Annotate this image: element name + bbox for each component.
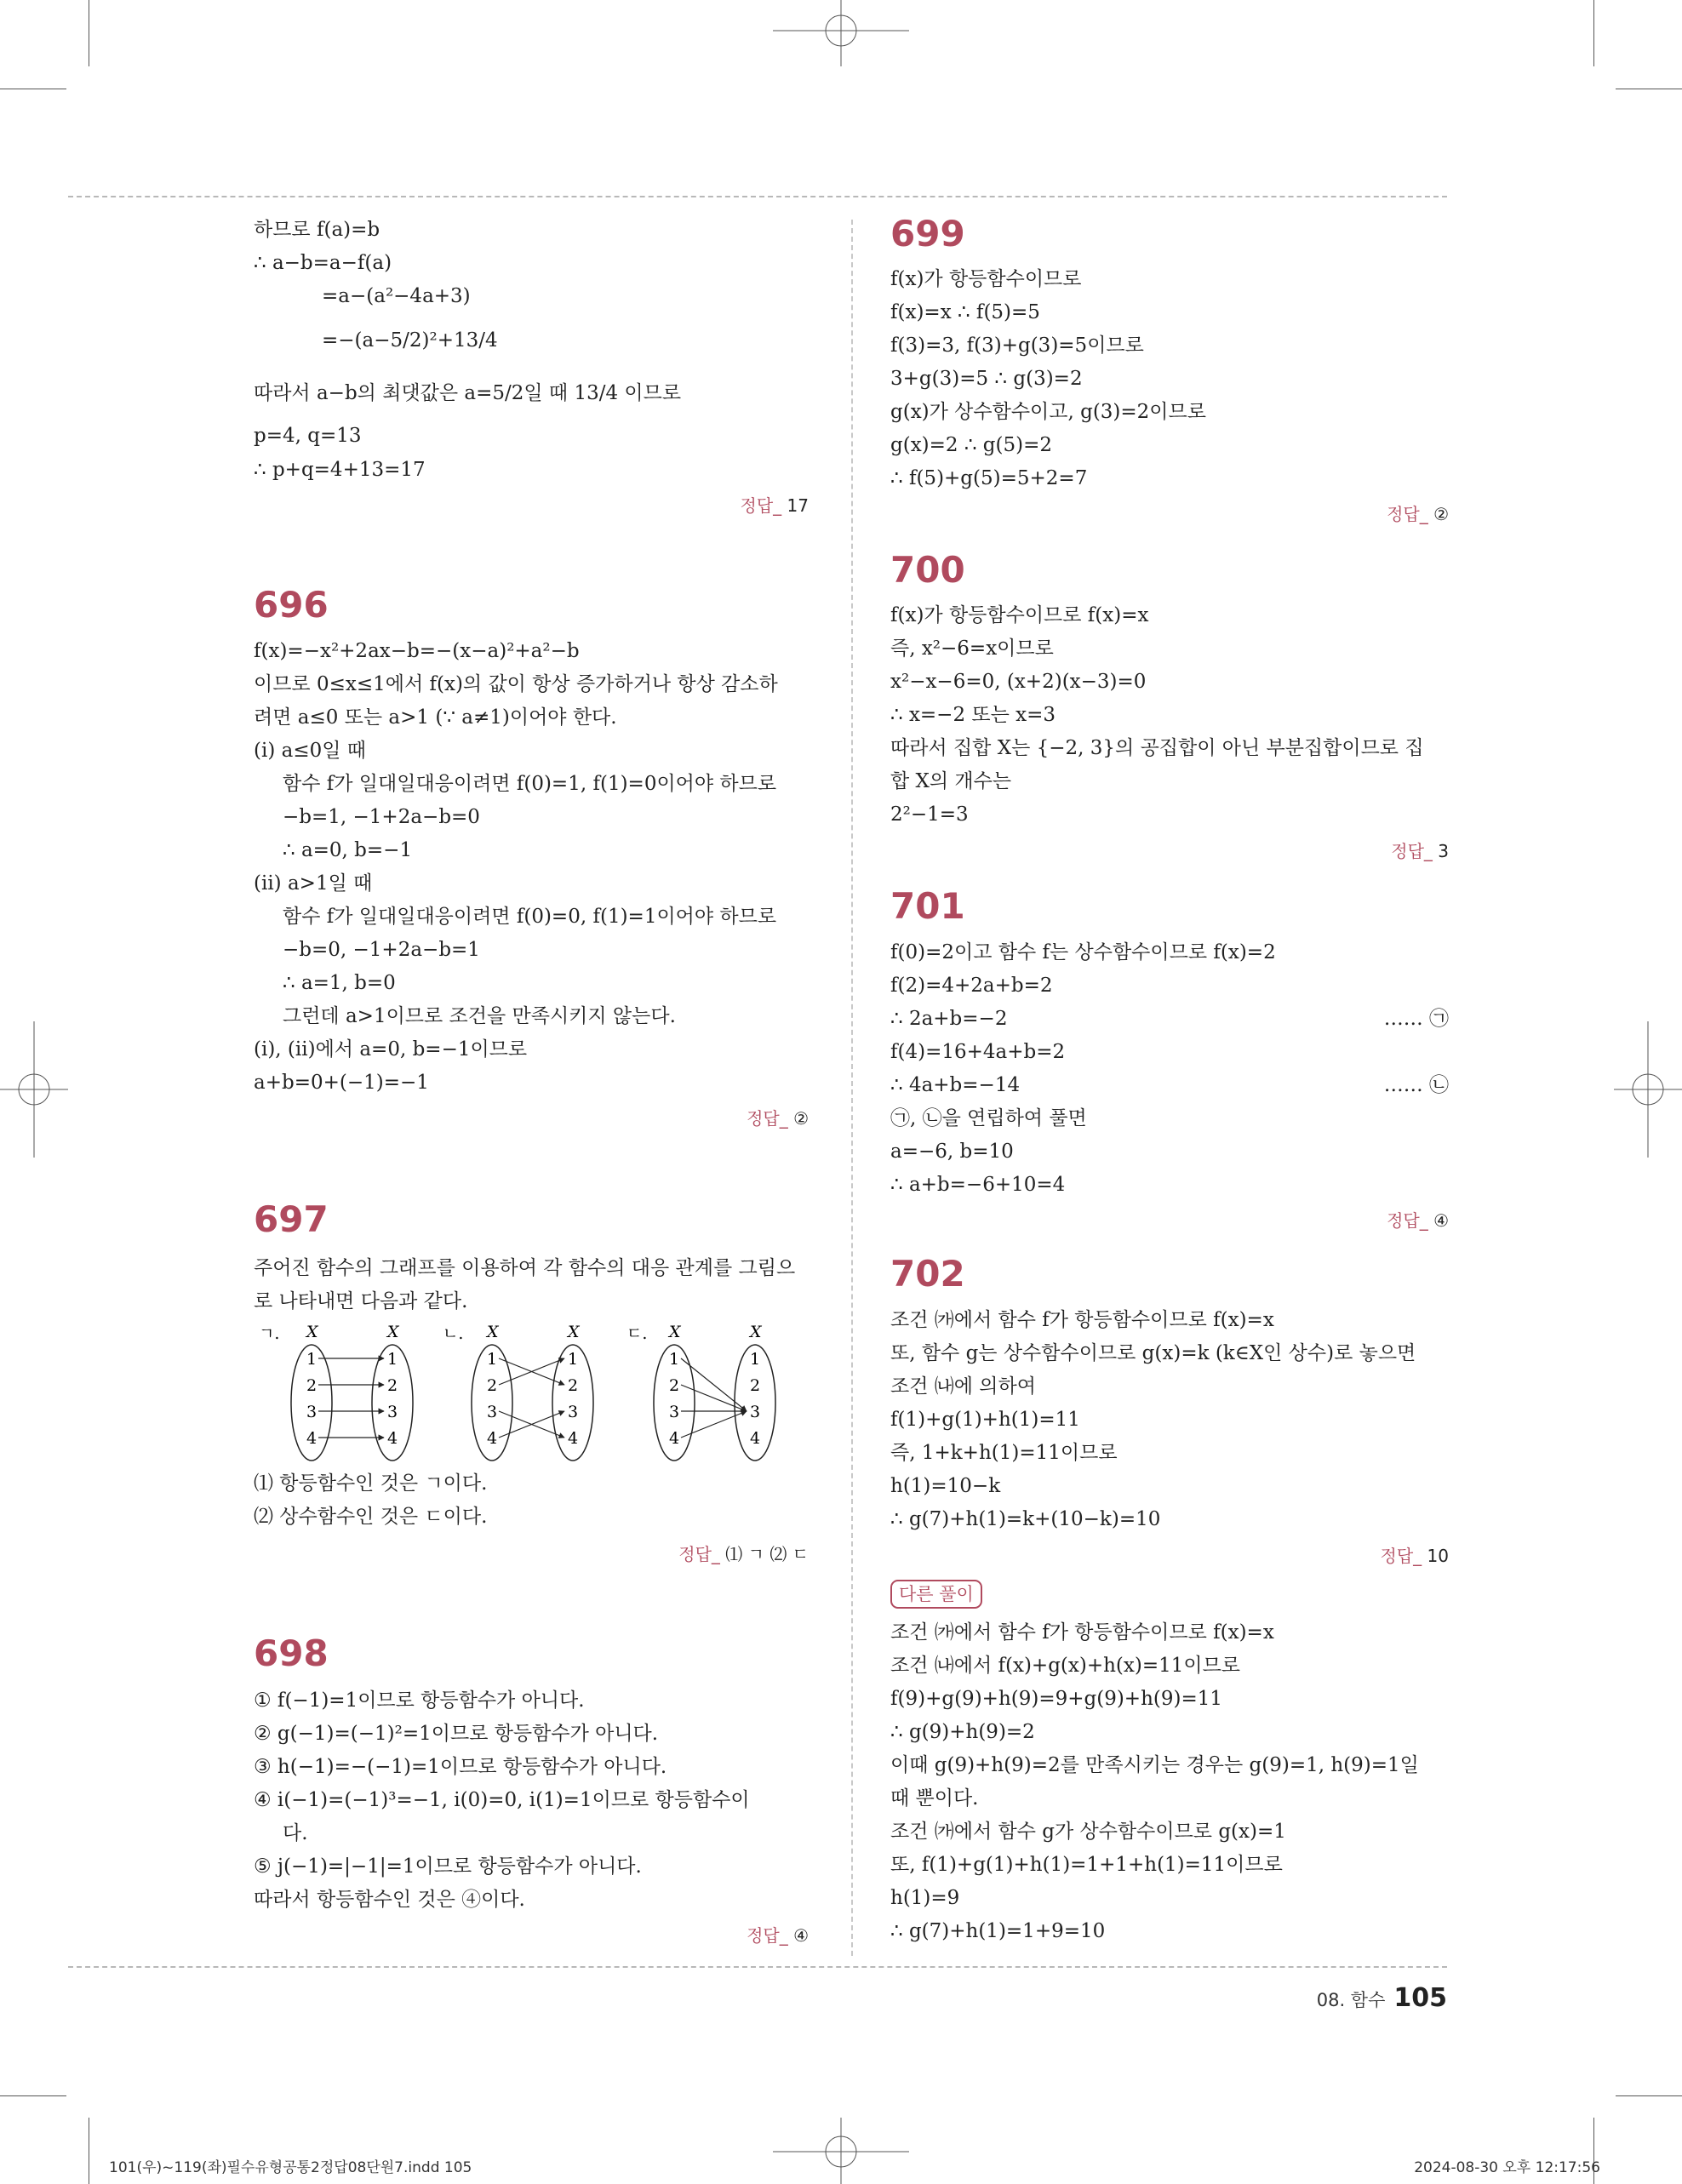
solution-line: ② g(−1)=(−1)²=1이므로 항등함수가 아니다. (254, 1723, 659, 1745)
solution-line: f(x)=x ∴ f(5)=5 (890, 301, 1040, 323)
solution-line: (ⅰ) a≤0일 때 (254, 740, 366, 762)
solution-line: ∴ a+b=−6+10=4 (890, 1174, 1066, 1196)
solution-line: g(x)=2 ∴ g(5)=2 (890, 434, 1053, 456)
set-label: X (750, 1323, 762, 1341)
solution-line: ⑴ 항등함수인 것은 ㄱ이다. (254, 1472, 488, 1495)
cont-line: p=4, q=13 (254, 425, 362, 447)
answer-label: 정답_ (1387, 1210, 1428, 1231)
diagram-identity (291, 1323, 413, 1461)
element: 1 (568, 1350, 579, 1369)
top-dashed-rule (68, 196, 1447, 197)
answer-value: ⑴ ㄱ ⑵ ㄷ (725, 1544, 809, 1564)
registration-mark (773, 2118, 909, 2184)
solution-line: 려면 a≤0 또는 a>1 (∵ a≠1)이어야 한다. (254, 706, 617, 729)
answer-label: 정답_ (1391, 841, 1433, 861)
solution-line: ∴ 2a+b=−2 (890, 1008, 1008, 1030)
element: 4 (306, 1429, 318, 1448)
answer-value: 10 (1427, 1546, 1449, 1566)
page-footer (1317, 1983, 1447, 2013)
solution-line: a+b=0+(−1)=−1 (254, 1072, 429, 1094)
answer-value: ④ (1433, 1210, 1449, 1231)
solution-line: 이므로 0≤x≤1에서 f(x)의 값이 항상 증가하거나 항상 감소하 (254, 673, 778, 695)
equation-marker: …… ㉡ (1383, 1074, 1449, 1096)
solution-line: (ⅱ) a>1일 때 (254, 872, 373, 895)
answer (1387, 1207, 1449, 1232)
element: 3 (568, 1403, 579, 1421)
cont-line: =−(a−5/2)²+13/4 (322, 329, 498, 352)
solution-line: ∴ a=1, b=0 (283, 972, 396, 994)
solution-line: f(x)=−x²+2ax−b=−(x−a)²+a²−b (254, 640, 580, 662)
cont-line: 하므로 f(a)=b (254, 219, 380, 241)
solution-line: (ⅰ), (ⅱ)에서 a=0, b=−1이므로 (254, 1038, 528, 1061)
answer (1387, 500, 1449, 525)
cont-line: 따라서 a−b의 최댓값은 a=5/2일 때 13/4 이므로 (254, 382, 682, 404)
answer (678, 1541, 809, 1565)
element: 2 (306, 1376, 318, 1395)
element: 4 (669, 1429, 680, 1448)
element: 4 (387, 1429, 398, 1448)
solution-line: f(0)=2이고 함수 f는 상수함수이므로 f(x)=2 (890, 941, 1276, 963)
answer (747, 1105, 809, 1129)
diagram-label: ㄷ. (626, 1324, 648, 1343)
cont-line: ∴ a−b=a−f(a) (254, 252, 392, 274)
diagram-label: ㄴ. (443, 1324, 464, 1343)
element: 4 (568, 1429, 579, 1448)
answer (1381, 1542, 1449, 1567)
solution-line: ⑤ j(−1)=|−1|=1이므로 항등함수가 아니다. (254, 1855, 642, 1878)
answer-label: 정답_ (747, 1925, 788, 1946)
cont-line: =a−(a²−4a+3) (322, 285, 471, 307)
solution-line: g(x)가 상수함수이고, g(3)=2이므로 (890, 401, 1206, 423)
alt-solution-line: h(1)=9 (890, 1887, 960, 1909)
solution-line: 함수 f가 일대일대응이려면 f(0)=1, f(1)=0이어야 하므로 (283, 773, 777, 795)
element: 3 (306, 1403, 318, 1421)
solution-line: ③ h(−1)=−(−1)=1이므로 항등함수가 아니다. (254, 1756, 667, 1778)
answer-label: 정답_ (1380, 1546, 1422, 1566)
solution-line: f(3)=3, f(3)+g(3)=5이므로 (890, 334, 1144, 357)
column-divider (851, 220, 853, 1956)
solution-line: a=−6, b=10 (890, 1141, 1014, 1163)
element: 2 (750, 1376, 761, 1395)
solution-line: ∴ g(7)+h(1)=k+(10−k)=10 (890, 1508, 1161, 1530)
answer-label: 정답_ (678, 1544, 720, 1564)
solution-line: ∴ x=−2 또는 x=3 (890, 704, 1056, 726)
solution-line: 즉, 1+k+h(1)=11이므로 (890, 1442, 1118, 1464)
section-label: 08. 함수 (1316, 1990, 1386, 2010)
element: 1 (669, 1350, 680, 1369)
alt-solution-line: 조건 ㈎에서 함수 g가 상수함수이므로 g(x)=1 (890, 1821, 1286, 1843)
solution-line: ④ i(−1)=(−1)³=−1, i(0)=0, i(1)=1이므로 항등함수이 (254, 1789, 750, 1811)
registration-mark (0, 1021, 68, 1158)
alt-solution-line: ∴ g(9)+h(9)=2 (890, 1721, 1035, 1743)
answer-value: ② (793, 1108, 809, 1129)
solution-line: 3+g(3)=5 ∴ g(3)=2 (890, 368, 1083, 390)
element: 3 (487, 1403, 498, 1421)
solution-line: f(1)+g(1)+h(1)=11 (890, 1409, 1080, 1431)
solution-line: ⑵ 상수함수인 것은 ㄷ이다. (254, 1506, 488, 1528)
alt-solution-line: f(9)+g(9)+h(9)=9+g(9)+h(9)=11 (890, 1688, 1223, 1710)
answer-value: ④ (793, 1925, 809, 1946)
alt-solution-line: 때 뿐이다. (890, 1787, 979, 1810)
solution-line: 주어진 함수의 그래프를 이용하여 각 함수의 대응 관계를 그림으 (254, 1257, 796, 1279)
crop-mark (1593, 0, 1594, 66)
element: 3 (387, 1403, 398, 1421)
element: 4 (487, 1429, 498, 1448)
solution-line: 로 나타내면 다음과 같다. (254, 1290, 468, 1312)
page-number: 105 (1393, 1983, 1447, 2013)
cont-line: ∴ p+q=4+13=17 (254, 459, 426, 481)
element: 4 (750, 1429, 761, 1448)
set-label: X (387, 1323, 399, 1341)
element: 2 (568, 1376, 579, 1395)
answer-value: ② (1433, 504, 1449, 524)
bottom-dashed-rule (68, 1966, 1447, 1968)
solution-line: ① f(−1)=1이므로 항등함수가 아니다. (254, 1689, 585, 1712)
solution-line: 그런데 a>1이므로 조건을 만족시키지 않는다. (283, 1005, 676, 1027)
problem-number: 696 (254, 584, 329, 626)
mapping-diagrams (254, 1318, 815, 1462)
element: 3 (669, 1403, 680, 1421)
answer-label: 정답_ (1387, 504, 1428, 524)
solution-line: h(1)=10−k (890, 1475, 1001, 1497)
answer (1391, 838, 1449, 862)
set-label: X (669, 1323, 681, 1341)
alt-solution-line: 이때 g(9)+h(9)=2를 만족시키는 경우는 g(9)=1, h(9)=1일 (890, 1754, 1419, 1776)
print-file-info: 101(우)~119(좌)필수유형공통2정답08단원7.indd 105 (109, 2159, 472, 2176)
problem-number: 698 (254, 1632, 329, 1674)
solution-line: 합 X의 개수는 (890, 770, 1012, 792)
alt-solution-line: 조건 ㈏에서 f(x)+g(x)+h(x)=11이므로 (890, 1655, 1241, 1677)
crop-mark (1616, 2095, 1682, 2096)
answer-label: 정답_ (747, 1108, 788, 1129)
solution-line: 조건 ㈎에서 함수 f가 항등함수이므로 f(x)=x (890, 1309, 1274, 1331)
element: 2 (669, 1376, 680, 1395)
set-label: X (568, 1323, 580, 1341)
solution-line: f(x)가 항등함수이므로 f(x)=x (890, 604, 1149, 626)
problem-number: 699 (890, 213, 965, 254)
registration-mark (773, 0, 909, 66)
diagram-crossing (472, 1323, 593, 1461)
answer (747, 1922, 809, 1947)
solution-line: f(x)가 항등함수이므로 (890, 268, 1082, 290)
solution-line: ∴ f(5)+g(5)=5+2=7 (890, 467, 1088, 489)
solution-line: 다. (283, 1822, 308, 1844)
solution-line: ∴ 4a+b=−14 (890, 1074, 1021, 1096)
problem-number: 697 (254, 1198, 329, 1240)
registration-mark (1614, 1021, 1682, 1158)
element: 2 (487, 1376, 498, 1395)
solution-line: f(4)=16+4a+b=2 (890, 1041, 1066, 1063)
solution-line: ㉠, ㉡을 연립하여 풀면 (890, 1107, 1087, 1129)
solution-line: x²−x−6=0, (x+2)(x−3)=0 (890, 671, 1147, 693)
solution-line: −b=1, −1+2a−b=0 (283, 806, 480, 828)
solution-line: 조건 ㈏에 의하여 (890, 1375, 1036, 1398)
solution-line: ∴ a=0, b=−1 (283, 839, 413, 861)
solution-line: f(2)=4+2a+b=2 (890, 975, 1053, 997)
element: 1 (306, 1350, 318, 1369)
element: 1 (750, 1350, 761, 1369)
set-label: X (306, 1323, 318, 1341)
answer-value: 17 (787, 495, 809, 516)
answer-label: 정답_ (740, 495, 782, 516)
solution-line: 또, 함수 g는 상수함수이므로 g(x)=k (k∈X인 상수)로 놓으면 (890, 1342, 1416, 1364)
equation-marker: …… ㉠ (1383, 1008, 1449, 1030)
answer-value: 3 (1438, 841, 1449, 861)
problem-number: 700 (890, 549, 965, 591)
answer (741, 492, 809, 517)
alt-solution-line: 조건 ㈎에서 함수 f가 항등함수이므로 f(x)=x (890, 1621, 1274, 1644)
solution-line: 2²−1=3 (890, 803, 969, 826)
problem-number: 701 (890, 885, 965, 927)
solution-line: 즉, x²−6=x이므로 (890, 637, 1054, 660)
diagram-label: ㄱ. (259, 1324, 280, 1343)
element: 2 (387, 1376, 398, 1395)
alt-solution-line: 또, f(1)+g(1)+h(1)=1+1+h(1)=11이므로 (890, 1854, 1283, 1876)
print-timestamp: 2024-08-30 오후 12:17:56 (1414, 2159, 1600, 2176)
problem-number: 702 (890, 1253, 965, 1295)
solution-line: 따라서 항등함수인 것은 ④이다. (254, 1889, 525, 1911)
set-label: X (487, 1323, 499, 1341)
alt-solution-badge: 다른 풀이 (890, 1580, 982, 1609)
alt-solution-line: ∴ g(7)+h(1)=1+9=10 (890, 1920, 1106, 1942)
element: 1 (487, 1350, 498, 1369)
solution-line: 따라서 집합 X는 {−2, 3}의 공집합이 아닌 부분집합이므로 집 (890, 737, 1424, 759)
element: 3 (750, 1403, 761, 1421)
crop-mark (0, 2095, 66, 2096)
solution-line: −b=0, −1+2a−b=1 (283, 939, 480, 961)
element: 1 (387, 1350, 398, 1369)
diagram-constant (654, 1323, 775, 1461)
solution-line: 함수 f가 일대일대응이려면 f(0)=0, f(1)=1이어야 하므로 (283, 906, 777, 928)
